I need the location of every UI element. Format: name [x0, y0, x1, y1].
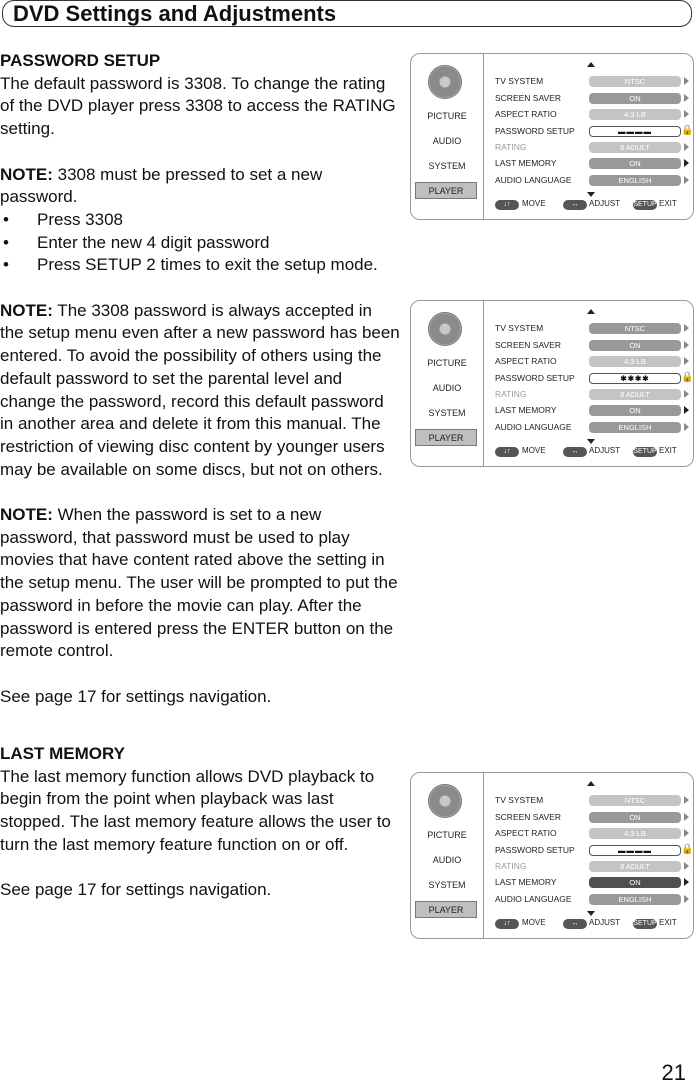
title-bar — [2, 0, 692, 27]
password-heading: PASSWORD SETUP — [0, 51, 161, 70]
value-last-memory: ON — [589, 877, 681, 888]
note-label: NOTE: — [0, 300, 53, 320]
setup-menu-screen-1 — [410, 53, 694, 220]
move-icon: ↓↑ — [495, 919, 519, 929]
value-audio-language: ENGLISH — [589, 422, 681, 433]
setup-menu-screen-2 — [410, 300, 694, 467]
right-arrow-icon — [684, 829, 689, 837]
adjust-icon: ↔ — [563, 200, 587, 210]
disc-icon — [428, 784, 462, 818]
menu-picture: PICTURE — [427, 830, 467, 840]
value-aspect-ratio: 4:3 LB — [589, 356, 681, 367]
footer-exit: EXIT — [659, 446, 677, 455]
note-label: NOTE: — [0, 505, 53, 525]
up-arrow-icon — [587, 781, 595, 786]
menu-left-panel — [411, 54, 484, 219]
footer-move: MOVE — [522, 918, 546, 927]
right-arrow-icon — [684, 357, 689, 365]
menu-picture: PICTURE — [427, 358, 467, 368]
right-arrow-icon — [684, 390, 689, 398]
menu-system: SYSTEM — [428, 161, 466, 171]
down-arrow-icon — [587, 911, 595, 916]
menu-audio: AUDIO — [432, 383, 462, 393]
see-page-text: See page 17 for settings navigation. — [0, 880, 272, 900]
note-2 — [0, 300, 400, 482]
up-arrow-icon — [587, 62, 595, 67]
right-arrow-icon — [684, 77, 689, 85]
footer-exit: EXIT — [659, 918, 677, 927]
value-password: ▬▬▬▬ — [589, 845, 681, 856]
disc-icon — [428, 65, 462, 99]
value-tv-system: NTSC — [589, 323, 681, 334]
down-arrow-icon — [587, 439, 595, 444]
last-memory-heading: LAST MEMORY — [0, 744, 125, 763]
note-text: When the password is set to a new password, that password must be used to play movies that have content rated above the setting in the setup menu. The user will be prompted to put the password in before the movie can play. After the password is entered press the ENTER button on the remote control. — [0, 505, 398, 661]
value-password: ✱✱✱✱ — [589, 373, 681, 384]
footer-adjust: ADJUST — [589, 918, 621, 927]
right-arrow-icon — [684, 324, 689, 332]
right-arrow-icon — [684, 159, 689, 167]
footer-move: MOVE — [522, 199, 546, 208]
row-aspect-ratio: ASPECT RATIO — [495, 356, 557, 366]
value-audio-language: ENGLISH — [589, 894, 681, 905]
right-arrow-icon — [684, 423, 689, 431]
value-screen-saver: ON — [589, 812, 681, 823]
menu-left-panel — [411, 301, 484, 466]
note-text: 3308 must be pressed to set a new password. — [0, 164, 323, 207]
setup-menu-screen-3 — [410, 772, 694, 939]
footer-adjust: ADJUST — [589, 446, 621, 455]
password-section — [0, 50, 400, 708]
value-screen-saver: ON — [589, 340, 681, 351]
up-arrow-icon — [587, 309, 595, 314]
row-rating: RATING — [495, 389, 527, 399]
right-arrow-icon — [684, 862, 689, 870]
row-audio-language: AUDIO LANGUAGE — [495, 422, 572, 432]
row-password-setup: PASSWORD SETUP — [495, 845, 575, 855]
menu-audio: AUDIO — [432, 855, 462, 865]
lock-icon: 🔒 — [681, 125, 694, 136]
right-arrow-icon — [684, 813, 689, 821]
value-rating: 8 ADULT — [589, 861, 681, 872]
menu-player: PLAYER — [415, 182, 477, 199]
disc-icon — [428, 312, 462, 346]
right-arrow-icon — [684, 895, 689, 903]
menu-player: PLAYER — [415, 429, 477, 446]
footer-exit: EXIT — [659, 199, 677, 208]
row-last-memory: LAST MEMORY — [495, 158, 557, 168]
setup-badge: SETUP — [633, 920, 657, 927]
password-intro: The default password is 3308. To change the rating of the DVD player press 3308 to access the RATING setting. — [0, 73, 396, 139]
row-tv-system: TV SYSTEM — [495, 795, 544, 805]
row-screen-saver: SCREEN SAVER — [495, 340, 561, 350]
row-rating: RATING — [495, 861, 527, 871]
note-1 — [0, 164, 400, 209]
row-last-memory: LAST MEMORY — [495, 405, 557, 415]
value-password: ▬▬▬▬ — [589, 126, 681, 137]
see-page-text: See page 17 for settings navigation. — [0, 686, 272, 706]
right-arrow-icon — [684, 110, 689, 118]
page-title: DVD Settings and Adjustments — [13, 1, 337, 26]
value-rating: 8 ADULT — [589, 142, 681, 153]
value-screen-saver: ON — [589, 93, 681, 104]
adjust-icon: ↔ — [563, 919, 587, 929]
menu-left-panel — [411, 773, 484, 938]
row-screen-saver: SCREEN SAVER — [495, 93, 561, 103]
menu-audio: AUDIO — [432, 136, 462, 146]
value-last-memory: ON — [589, 405, 681, 416]
value-aspect-ratio: 4:3 LB — [589, 828, 681, 839]
menu-system: SYSTEM — [428, 880, 466, 890]
value-tv-system: NTSC — [589, 76, 681, 87]
row-audio-language: AUDIO LANGUAGE — [495, 894, 572, 904]
menu-system: SYSTEM — [428, 408, 466, 418]
row-audio-language: AUDIO LANGUAGE — [495, 175, 572, 185]
right-arrow-icon — [684, 341, 689, 349]
note-text: The 3308 password is always accepted in the setup menu even after a new password has been entered. To avoid the possibility of others using the default password to set the parental level and change the password, record this default password in another area and delete it from this manual. The restriction of viewing disc content by younger users may be available on some discs, but not on others. — [0, 300, 400, 479]
right-arrow-icon — [684, 406, 689, 414]
row-tv-system: TV SYSTEM — [495, 323, 544, 333]
right-arrow-icon — [684, 94, 689, 102]
down-arrow-icon — [587, 192, 595, 197]
row-password-setup: PASSWORD SETUP — [495, 126, 575, 136]
list-item: • Press 3308 — [0, 209, 400, 232]
right-arrow-icon — [684, 796, 689, 804]
row-screen-saver: SCREEN SAVER — [495, 812, 561, 822]
menu-player: PLAYER — [415, 901, 477, 918]
note-3 — [0, 504, 400, 663]
move-icon: ↓↑ — [495, 200, 519, 210]
list-item: • Enter the new 4 digit password — [0, 232, 400, 255]
last-memory-text: The last memory function allows DVD playback to begin from the point when playback was last stopped. The last memory feature allows the user to turn the last memory feature function on or off. — [0, 766, 391, 854]
footer-adjust: ADJUST — [589, 199, 621, 208]
move-icon: ↓↑ — [495, 447, 519, 457]
value-last-memory: ON — [589, 158, 681, 169]
footer-move: MOVE — [522, 446, 546, 455]
menu-picture: PICTURE — [427, 111, 467, 121]
row-aspect-ratio: ASPECT RATIO — [495, 828, 557, 838]
row-password-setup: PASSWORD SETUP — [495, 373, 575, 383]
value-rating: 8 ADULT — [589, 389, 681, 400]
last-memory-section — [0, 743, 400, 902]
row-aspect-ratio: ASPECT RATIO — [495, 109, 557, 119]
note-label: NOTE: — [0, 164, 53, 184]
right-arrow-icon — [684, 143, 689, 151]
setup-badge: SETUP — [633, 448, 657, 455]
value-audio-language: ENGLISH — [589, 175, 681, 186]
setup-badge: SETUP — [633, 201, 657, 208]
adjust-icon: ↔ — [563, 447, 587, 457]
row-rating: RATING — [495, 142, 527, 152]
right-arrow-icon — [684, 176, 689, 184]
lock-icon: 🔒 — [681, 372, 694, 383]
lock-icon: 🔒 — [681, 844, 694, 855]
right-arrow-icon — [684, 878, 689, 886]
value-aspect-ratio: 4:3 LB — [589, 109, 681, 120]
row-last-memory: LAST MEMORY — [495, 877, 557, 887]
value-tv-system: NTSC — [589, 795, 681, 806]
page-number: 21 — [661, 1060, 686, 1085]
steps-list — [0, 209, 400, 277]
list-item: • Press SETUP 2 times to exit the setup mode. — [0, 254, 400, 277]
row-tv-system: TV SYSTEM — [495, 76, 544, 86]
